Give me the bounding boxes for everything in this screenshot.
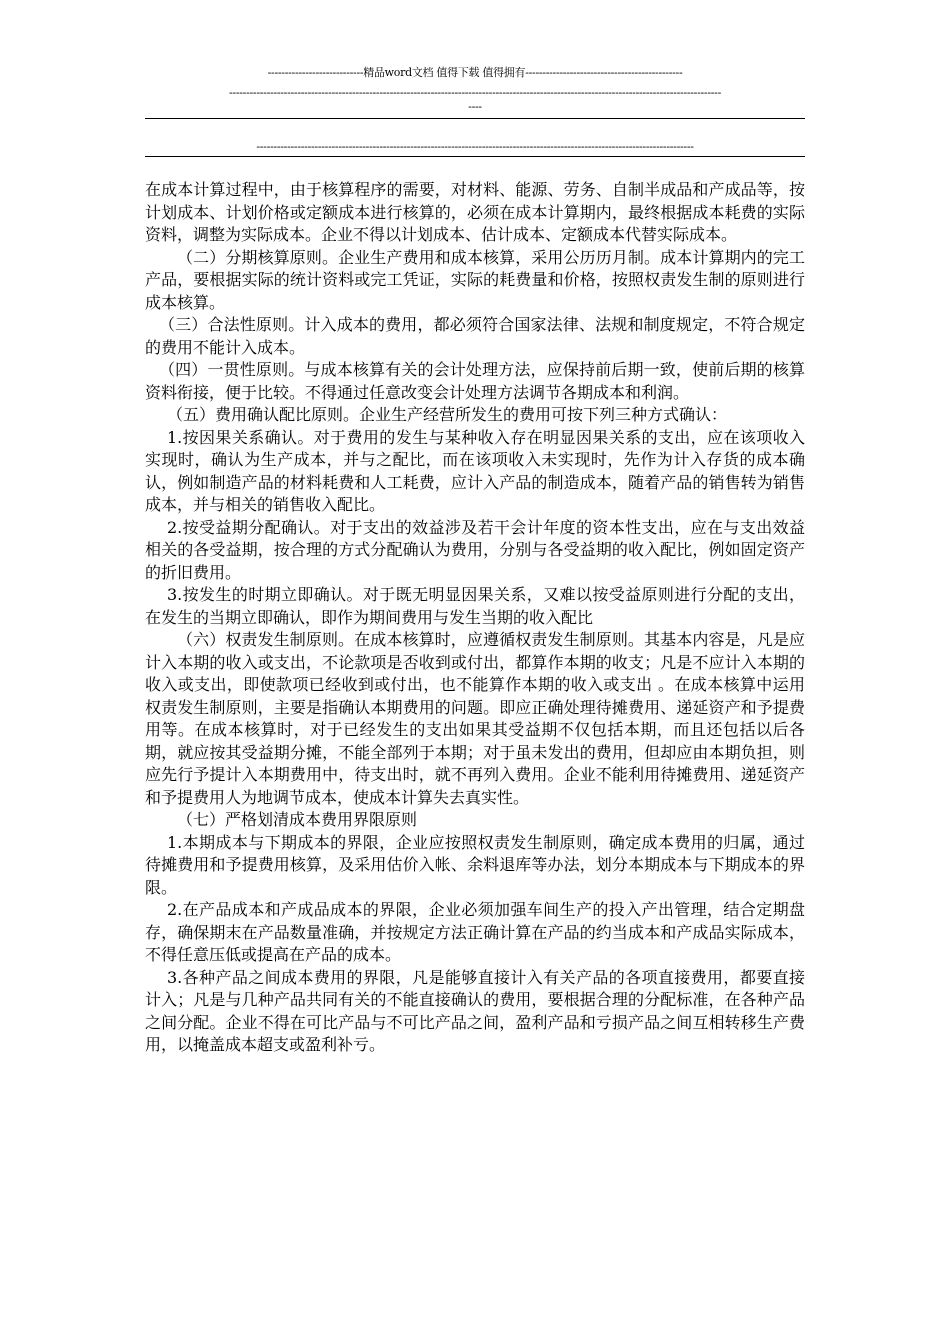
body-paragraph: （三）合法性原则。计入成本的费用，都必须符合国家法律、法规和制度规定，不符合规定的费用不能计入成本。 [145, 315, 805, 357]
body-paragraph: （七）严格划清成本费用界限原则 [177, 810, 418, 829]
header-banner: ----------------------------精品word文档 值得下载 值得拥有---------------------------------------------- [267, 66, 683, 79]
body-paragraph: 1.按因果关系确认。对于费用的发生与某种收入存在明显因果关系的支出，应在该项收入实现时，确认为生产成本，并与之配比，而在该项收入未实现时，先作为计入存货的成本确认，例如制造产品的材料耗费和人工耗费，应计入产品的制造成本，随着产品的销售转为销售成本，并与相关的销售收入配比。 [145, 427, 805, 514]
document-body [145, 179, 805, 1057]
header-dash-tail: ---- [468, 100, 482, 113]
body-paragraph: 在成本计算过程中，由于核算程序的需要，对材料、能源、劳务、自制半成品和产成品等，按计划成本、计划价格或定额成本进行核算的，必须在成本计算期内，最终根据成本耗费的实际资料，调整为实际成本。企业不得以计划成本、估计成本、定额成本代替实际成本。 [145, 180, 805, 244]
body-paragraph: （四）一贯性原则。与成本核算有关的会计处理方法，应保持前后期一致，使前后期的核算资料衔接，便于比较。不得通过任意改变会计处理方法调节各期成本和利润。 [145, 360, 805, 402]
body-paragraph: （五）费用确认配比原则。企业生产经营所发生的费用可按下列三种方式确认： [167, 405, 728, 424]
header-rule-top [145, 118, 805, 119]
body-paragraph: 2.在产品成本和产成品成本的界限，企业必须加强车间生产的投入产出管理，结合定期盘存，确保期末在产品数量准确，并按规定方法正确计算在产品的约当成本和产成品实际成本，不得任意压低或提高在产品的成本。 [145, 900, 805, 964]
body-paragraph: 1.本期成本与下期成本的界限，企业应按照权责发生制原则，确定成本费用的归属，通过待摊费用和予提费用核算，及采用估价入帐、余料退库等办法，划分本期成本与下期成本的界限。 [145, 832, 805, 897]
header-dash-line-2: -------------------------------------------------------------------------------------------------------------------------------- [256, 140, 694, 153]
body-paragraph: 3.各种产品之间成本费用的界限，凡是能够直接计入有关产品的各项直接费用，都要直接计入；凡是与几种产品共同有关的不能直接确认的费用，要根据合理的分配标准，在各种产品之间分配。企业不得在可比产品与不可比产品之间，盈利产品和亏损产品之间互相转移生产费用，以掩盖成本超支或盈利补亏。 [145, 967, 805, 1054]
body-paragraph: 2.按受益期分配确认。对于支出的效益涉及若干会计年度的资本性支出，应在与支出效益相关的各受益期，按合理的方式分配确认为费用，分别与各受益期的收入配比，例如固定资产的折旧费用。 [145, 517, 805, 582]
header-rule-bottom [145, 156, 805, 157]
body-paragraph: （六）权责发生制原则。在成本核算时，应遵循权责发生制原则。其基本内容是，凡是应计入本期的收入或支出，不论款项是否收到或付出，都算作本期的收支；凡是不应计入本期的收入或支出，即使款项已经收到或付出，也不能算作本期的收入或支出 。在成本核算中运用权责发生制原则，主要是指确认本期费用的问题。即应正确处理待摊费用、递延资产和予提费用等。在成本核算时，对于已经发生的支出如果其受益期不仅包括本期，而且还包括以后各期，就应按其受益期分摊，不能全部列于本期；对于虽未发出的费用，但却应由本期负担，则应先行予提计入本期费用中，待支出时，就不再列入费用。企业不能利用待摊费用、递延资产和予提费用人为地调节成本，使成本计算失去真实性。 [145, 630, 805, 807]
header-dash-line: ------------------------------------------------------------------------------------------------------------------------------------------------ [228, 86, 722, 99]
body-paragraph: （二）分期核算原则。企业生产费用和成本核算，采用公历历月制。成本计算期内的完工产品，要根据实际的统计资料或完工凭证，实际的耗费量和价格，按照权责发生制的原则进行成本核算。 [145, 247, 805, 312]
body-paragraph: 3.按发生的时期立即确认。对于既无明显因果关系，又难以按受益原则进行分配的支出，在发生的当期立即确认，即作为期间费用与发生当期的收入配比 [145, 585, 805, 627]
